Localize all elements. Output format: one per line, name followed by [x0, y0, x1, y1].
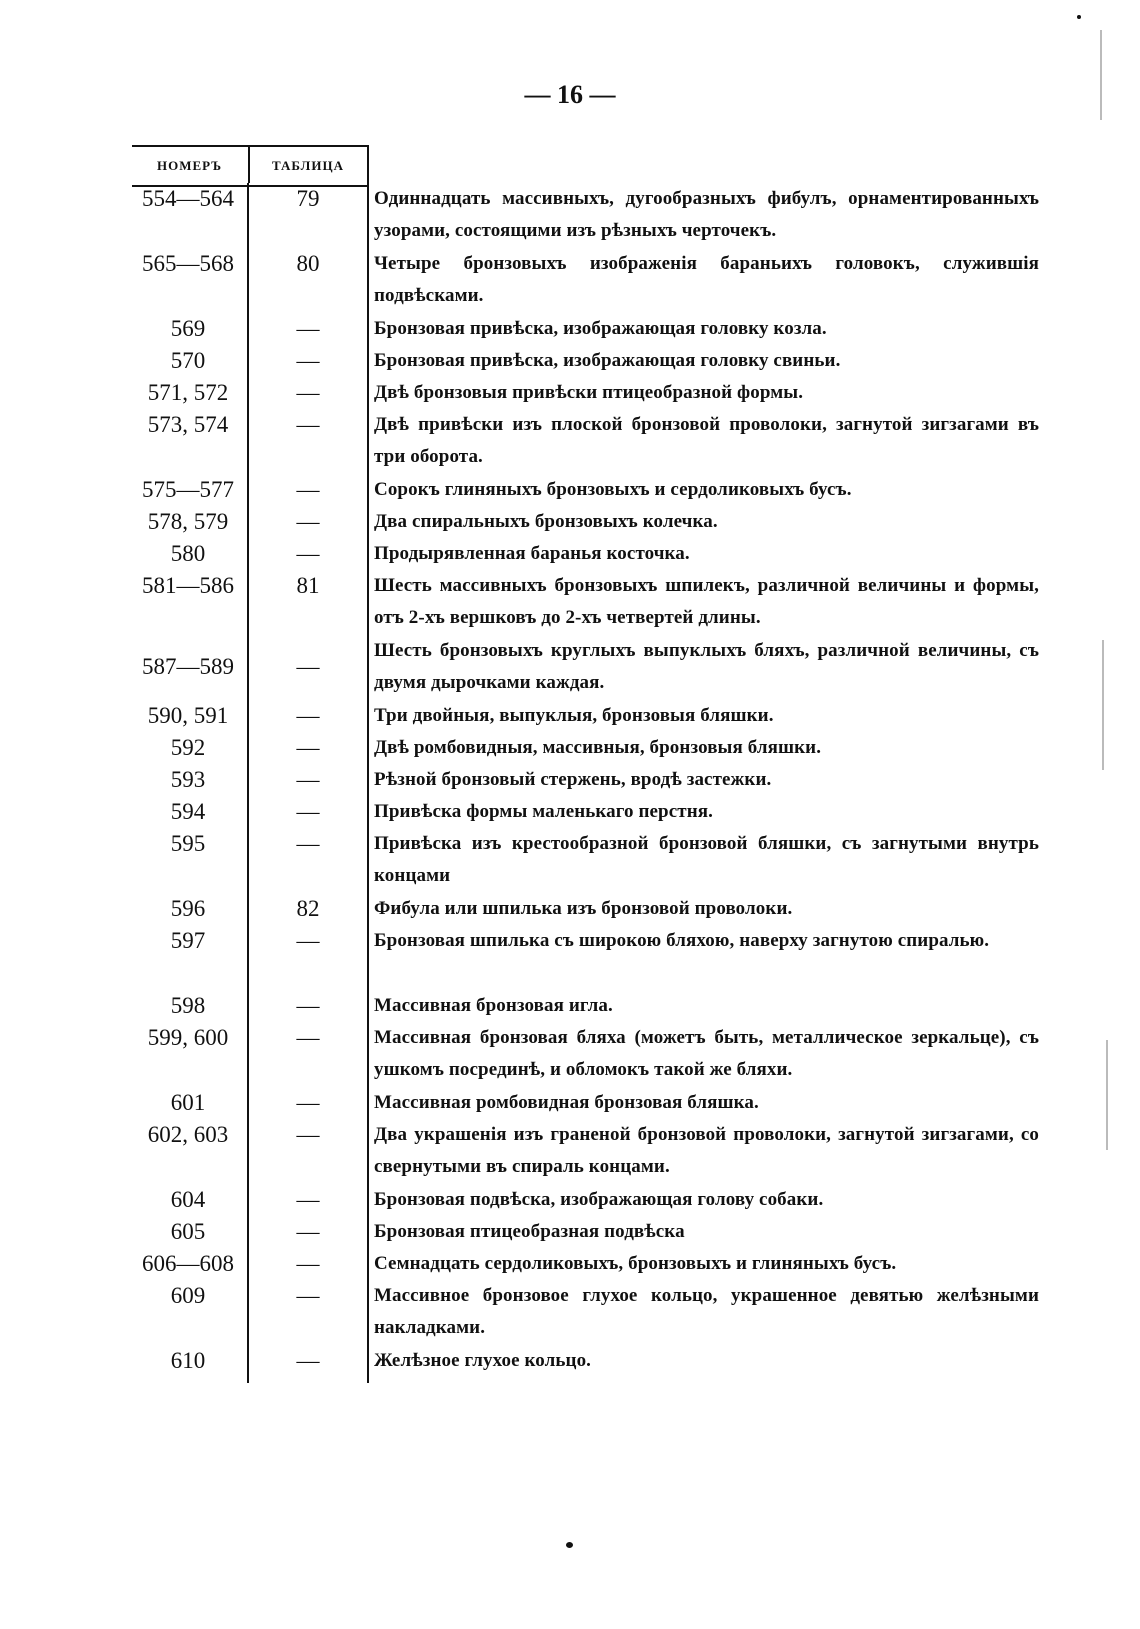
- table-row: [0, 409, 1140, 474]
- plate-number: —: [296, 767, 320, 792]
- item-number: 593: [170, 767, 206, 792]
- item-number: 571, 572: [147, 380, 229, 405]
- page-edge-shadow: [1100, 30, 1102, 120]
- item-description: Массивная бронзовая игла.: [374, 995, 613, 1016]
- plate-number: —: [296, 928, 320, 953]
- item-description: Сорокъ глиняныхъ бронзовыхъ и сердоликовыхъ бусъ.: [374, 479, 852, 500]
- plate-number: —: [296, 477, 320, 502]
- item-description: Четыре бронзовыхъ изображенія бараньихъ головокъ, служившія подвѣсками.: [374, 253, 1039, 306]
- table-row: [0, 990, 1140, 1022]
- item-number: 597: [170, 928, 206, 953]
- page-number: — 16 —: [524, 80, 616, 109]
- plate-number: —: [296, 703, 320, 728]
- item-number: 606—608: [142, 1251, 234, 1276]
- table-row: [0, 1216, 1140, 1248]
- page-edge-shadow: [1106, 1040, 1108, 1150]
- table-row: [0, 796, 1140, 828]
- item-number: 598: [170, 993, 206, 1018]
- plate-number: —: [296, 380, 320, 405]
- table-row: [0, 700, 1140, 732]
- item-number: 587—589: [142, 654, 234, 679]
- table-row: [0, 1345, 1140, 1377]
- item-description: Массивное бронзовое глухое кольцо, украшенное девятью желѣзными накладками.: [374, 1285, 1039, 1338]
- table-row: [0, 538, 1140, 570]
- plate-number: —: [296, 541, 320, 566]
- table-row: [0, 1022, 1140, 1087]
- item-number: 581—586: [142, 573, 234, 598]
- plate-number: 81: [296, 573, 320, 598]
- item-description: Бронзовая привѣска, изображающая головку козла.: [374, 318, 827, 339]
- item-description: Массивная ромбовидная бронзовая бляшка.: [374, 1092, 759, 1113]
- item-description: Двѣ привѣски изъ плоской бронзовой проволоки, загнутой зигзагами въ три оборота.: [374, 414, 1039, 467]
- item-number: 590, 591: [147, 703, 229, 728]
- table-row: [0, 570, 1140, 635]
- table-row: [0, 635, 1140, 700]
- item-number: 609: [170, 1283, 206, 1308]
- item-description: Бронзовая подвѣска, изображающая голову собаки.: [374, 1189, 824, 1210]
- catalog-table: [0, 183, 1140, 1377]
- item-number: 570: [170, 348, 206, 373]
- item-number: 569: [170, 316, 206, 341]
- header-divider: [248, 145, 250, 183]
- plate-number: —: [296, 1025, 320, 1050]
- item-number: 594: [170, 799, 206, 824]
- item-number: 573, 574: [147, 412, 229, 437]
- plate-number: —: [296, 1283, 320, 1308]
- table-row: [0, 1119, 1140, 1184]
- plate-number: —: [296, 509, 320, 534]
- item-number: 596: [170, 896, 206, 921]
- plate-number: 82: [296, 896, 320, 921]
- item-description: Двѣ ромбовидныя, массивныя, бронзовыя бляшки.: [374, 737, 822, 758]
- table-row: [0, 183, 1140, 248]
- ink-speck: [566, 1542, 573, 1548]
- plate-number: 80: [296, 251, 320, 276]
- table-row: [0, 925, 1140, 990]
- table-row: [0, 1184, 1140, 1216]
- item-description: Шесть массивныхъ бронзовыхъ шпилекъ, различной величины и формы, отъ 2-хъ вершковъ до 2-хъ четвертей длины.: [374, 575, 1039, 628]
- plate-number: —: [296, 316, 320, 341]
- plate-number: —: [296, 799, 320, 824]
- plate-number: —: [296, 1122, 320, 1147]
- item-description: Бронзовая привѣска, изображающая головку свиньи.: [374, 350, 841, 371]
- item-number: 604: [170, 1187, 206, 1212]
- item-number: 578, 579: [147, 509, 229, 534]
- item-number: 554—564: [142, 186, 234, 211]
- item-description: Шесть бронзовыхъ круглыхъ выпуклыхъ бляхъ, различной величины, съ двумя дырочками каждая.: [374, 640, 1039, 693]
- table-row: [0, 474, 1140, 506]
- plate-number: —: [296, 1090, 320, 1115]
- item-number: 592: [170, 735, 206, 760]
- item-number: 599, 600: [147, 1025, 229, 1050]
- ink-speck: [1077, 15, 1081, 19]
- item-description: Продырявленная баранья косточка.: [374, 543, 690, 564]
- item-description: Фибула или шпилька изъ бронзовой проволоки.: [374, 898, 793, 919]
- item-description: Массивная бронзовая бляха (можетъ быть, металлическое зеркальце), съ ушкомъ посрединѣ, и обломокъ такой же бляхи.: [374, 1027, 1039, 1080]
- table-row: [0, 1280, 1140, 1345]
- table-row: [0, 1087, 1140, 1119]
- plate-number: —: [296, 1219, 320, 1244]
- header-number: НОМЕРЪ: [156, 158, 223, 173]
- item-number: 610: [170, 1348, 206, 1373]
- table-row: [0, 1248, 1140, 1280]
- table-row: [0, 732, 1140, 764]
- table-row: [0, 828, 1140, 893]
- item-number: 575—577: [142, 477, 234, 502]
- plate-number: 79: [296, 186, 320, 211]
- item-number: 595: [170, 831, 206, 856]
- plate-number: —: [296, 1251, 320, 1276]
- item-description: Одиннадцать массивныхъ, дугообразныхъ фибулъ, орнаментированныхъ узорами, состоящими изъ рѣзныхъ черточекъ.: [374, 188, 1039, 241]
- item-description: Два украшенія изъ граненой бронзовой проволоки, загнутой зигзагами, со свернутыми въ спираль концами.: [374, 1124, 1039, 1177]
- plate-number: —: [296, 993, 320, 1018]
- item-description: Двѣ бронзовыя привѣски птицеобразной формы.: [374, 382, 804, 403]
- item-description: Бронзовая птицеобразная подвѣска: [374, 1221, 685, 1242]
- item-description: Семнадцать сердоликовыхъ, бронзовыхъ и глиняныхъ бусъ.: [374, 1253, 897, 1274]
- page-edge-shadow: [1102, 640, 1104, 770]
- table-row: [0, 377, 1140, 409]
- plate-number: —: [296, 1348, 320, 1373]
- plate-number: —: [296, 654, 320, 679]
- item-description: Желѣзное глухое кольцо.: [374, 1350, 592, 1371]
- plate-number: —: [296, 1187, 320, 1212]
- item-description: Рѣзной бронзовый стержень, вродѣ застежки.: [374, 769, 772, 790]
- item-number: 565—568: [142, 251, 234, 276]
- item-description: Бронзовая шпилька съ широкою бляхою, наверху загнутою спиралью.: [374, 930, 990, 951]
- plate-number: —: [296, 735, 320, 760]
- plate-number: —: [296, 412, 320, 437]
- header-table: ТАБЛИЦА: [272, 158, 344, 173]
- item-description: Привѣска изъ крестообразной бронзовой бляшки, съ загнутыми внутрь концами: [374, 833, 1039, 886]
- item-description: Привѣска формы маленькаго перстня.: [374, 801, 713, 822]
- item-number: 580: [170, 541, 206, 566]
- item-description: Три двойныя, выпуклыя, бронзовыя бляшки.: [374, 705, 774, 726]
- plate-number: —: [296, 831, 320, 856]
- table-row: [0, 345, 1140, 377]
- table-row: [0, 248, 1140, 313]
- item-description: Два спиральныхъ бронзовыхъ колечка.: [374, 511, 718, 532]
- item-number: 601: [170, 1090, 206, 1115]
- table-row: [0, 313, 1140, 345]
- table-row: [0, 893, 1140, 925]
- table-row: [0, 506, 1140, 538]
- item-number: 602, 603: [147, 1122, 229, 1147]
- plate-number: —: [296, 348, 320, 373]
- table-row: [0, 764, 1140, 796]
- item-number: 605: [170, 1219, 206, 1244]
